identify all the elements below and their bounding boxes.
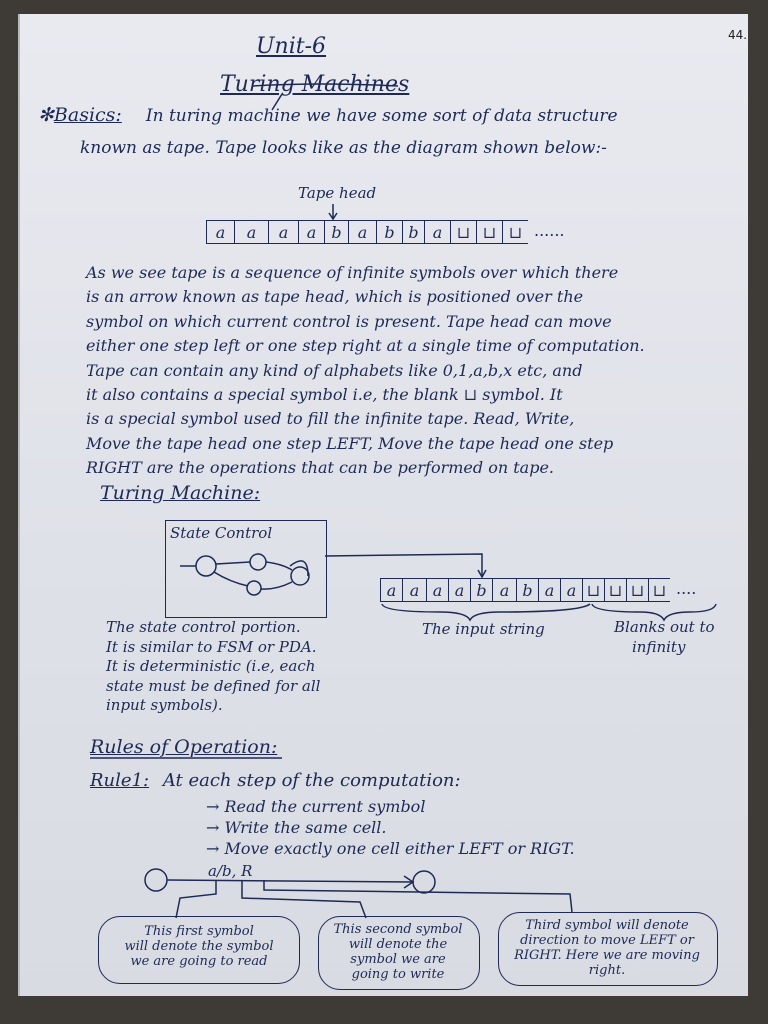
basics-line-2: known as tape. Tape looks like as the diagram shown below:- (80, 138, 607, 158)
tm-tape-cell: a (560, 578, 582, 602)
pointer-third-cloud (264, 880, 572, 912)
transition-arrow (261, 582, 292, 589)
tape-cell: ⊔ (502, 220, 528, 244)
tm-tape-cell: ⊔ (582, 578, 604, 602)
tape-cell: a (206, 220, 234, 244)
tm-tape-cell: a (402, 578, 426, 602)
note-line: The state control portion. (106, 618, 301, 636)
turing-machine-heading: Turing Machine: (100, 482, 261, 504)
paragraph-line: Move the tape head one step LEFT, Move the tape head one step (86, 433, 614, 453)
cloud-line: going to write (351, 967, 445, 982)
paragraph-line: RIGHT are the operations that can be performed on tape. (86, 458, 554, 478)
page-title: Turing Machines (220, 72, 410, 97)
title-flourish (272, 94, 282, 110)
cloud-line: RIGHT. Here we are moving (514, 948, 700, 963)
tm-tape-cell: ⊔ (604, 578, 626, 602)
to-state-circle (413, 871, 435, 893)
paragraph-line: Tape can contain any kind of alphabets like 0,1,a,b,x etc, and (86, 360, 583, 380)
tm-tape-cell: b (470, 578, 492, 602)
unit-title: Unit-6 (256, 34, 327, 59)
tape-cell: a (348, 220, 376, 244)
tm-tape-cell: a (492, 578, 516, 602)
tape-cell: a (268, 220, 298, 244)
tm-tape-continuation: .... (676, 579, 697, 598)
tape-continuation: ...... (534, 221, 565, 240)
input-brace (382, 604, 590, 620)
paragraph-line: either one step left or one step right at a single time of computation. (86, 336, 645, 356)
tm-tape-cell: ⊔ (648, 578, 670, 602)
transition-edge (167, 880, 412, 882)
tm-tape-cell: a (380, 578, 402, 602)
state-circle (247, 581, 261, 595)
paragraph-line: it also contains a special symbol i.e, the blank ⊔ symbol. It (86, 385, 563, 405)
cloud-line: This second symbol (333, 922, 463, 937)
paragraph-line: is an arrow known as tape head, which is positioned over the (86, 287, 584, 307)
transition-arrow (216, 562, 250, 564)
state-circle (250, 554, 266, 570)
cloud-line: symbol we are (350, 952, 446, 967)
tape-cell: ⊔ (476, 220, 502, 244)
blanks-brace (592, 604, 716, 620)
rule1-text: At each step of the computation: (162, 770, 461, 791)
paragraph-line: As we see tape is a sequence of infinite symbols over which there (86, 263, 619, 282)
title-underline (252, 84, 398, 86)
tape-cell: ⊔ (450, 220, 476, 244)
cloud-line: will denote the (348, 937, 448, 952)
state-circle (291, 567, 309, 585)
transition-arrow (214, 572, 248, 586)
cloud-line: we are going to read (130, 954, 268, 969)
page-number: 44. (728, 28, 748, 42)
tape-cell: a (424, 220, 450, 244)
asterisk-icon: ✻ (38, 104, 54, 126)
tape-head-label: Tape head (298, 184, 377, 202)
tape-cell: b (402, 220, 424, 244)
cloud-line: right. (588, 963, 626, 978)
tm-tape-cell: ⊔ (626, 578, 648, 602)
tape-cell: b (324, 220, 348, 244)
note-line: state must be defined for all (106, 676, 321, 695)
blanks-label-2: infinity (632, 638, 686, 656)
operation-line: → Read the current symbol (206, 797, 426, 816)
rules-heading: Rules of Operation: (90, 736, 278, 758)
pointer-second-cloud (242, 880, 366, 918)
basics-heading: Basics: (53, 104, 122, 126)
pointer-first-cloud (176, 880, 216, 918)
tm-tape-cell: a (538, 578, 560, 602)
operation-line: → Move exactly one cell either LEFT or RIGT. (206, 839, 575, 858)
cloud-line: direction to move LEFT or (520, 933, 694, 948)
cloud-line: Third symbol will denote (525, 918, 689, 933)
paragraph-line: is a special symbol used to fill the infinite tape. Read, Write, (86, 409, 575, 429)
note-line: It is similar to FSM or PDA. (106, 637, 317, 656)
tape-cell: a (234, 220, 268, 244)
tape-cell: a (298, 220, 324, 244)
cloud-line: This first symbol (144, 924, 254, 939)
transition-label: a/b, R (208, 862, 253, 880)
notebook-page (18, 14, 748, 996)
note-line: input symbols). (106, 696, 223, 714)
state-circle (196, 556, 216, 576)
blanks-label: Blanks out to (614, 618, 715, 636)
diagram-lines (20, 14, 750, 996)
tm-tape-cell: b (516, 578, 538, 602)
tm-tape-cell: a (426, 578, 448, 602)
rule1-label: Rule1: (90, 770, 150, 791)
tape-cell: b (376, 220, 402, 244)
paragraph-line: symbol on which current control is present. Tape head can move (86, 311, 612, 331)
input-string-label: The input string (422, 620, 545, 638)
tm-tape-cell: a (448, 578, 470, 602)
note-line: It is deterministic (i.e, each (106, 657, 316, 675)
cloud-line: will denote the symbol (124, 939, 274, 954)
transition-arrow (266, 562, 292, 570)
basics-line-1: In turing machine we have some sort of data structure (145, 106, 618, 126)
control-to-tape-line (325, 554, 482, 576)
state-control-label: State Control (170, 524, 273, 542)
from-state-circle (145, 869, 167, 891)
operation-line: → Write the same cell. (206, 818, 387, 837)
